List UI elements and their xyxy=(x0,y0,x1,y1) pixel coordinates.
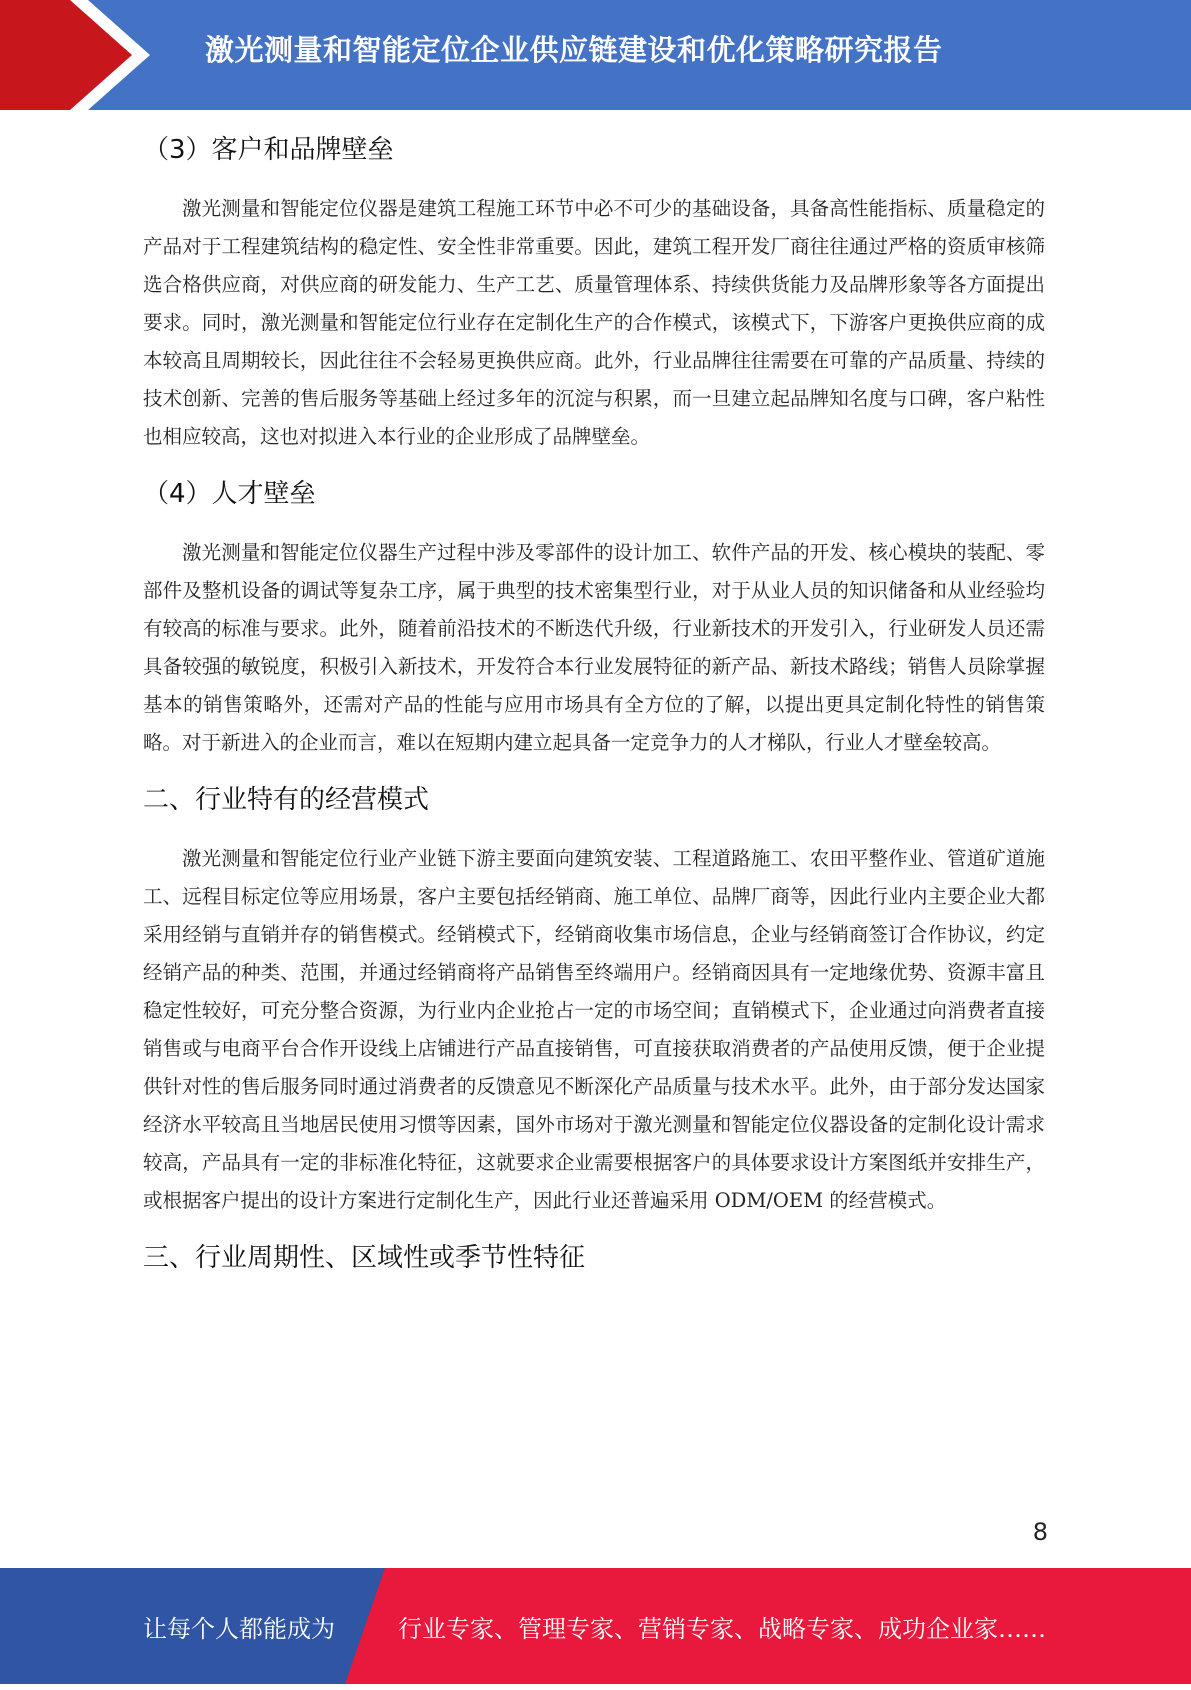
page-number: 8 xyxy=(1032,1518,1048,1546)
report-title: 激光测量和智能定位企业供应链建设和优化策略研究报告 xyxy=(205,33,943,67)
page-content xyxy=(143,128,1045,1280)
heading-customer-brand-barrier: （3）客户和品牌壁垒 xyxy=(143,135,394,165)
paragraph-business-model: 激光测量和智能定位行业产业链下游主要面向建筑安装、工程道路施工、农田平整作业、管道矿道施工、远程目标定位等应用场景，客户主要包括经销商、施工单位、品牌厂商等，因此行业内主要企业大都采用经销与直销并存的销售模式。经销模式下，经销商收集市场信息，企业与经销商签订合作协议，约定经销产品的种类、范围，并通过经销商将产品销售至终端用户。经销商因具有一定地缘优势、资源丰富且稳定性较好，可充分整合资源，为行业内企业抢占一定的市场空间；直销模式下，企业通过向消费者直接销售或与电商平台合作开设线上店铺进行产品直接销售，可直接获取消费者的产品使用反馈，便于企业提供针对性的售后服务同时通过消费者的反馈意见不断深化产品质量与技术水平。此外，由于部分发达国家经济水平较高且当地居民使用习惯等因素，国外市场对于激光测量和智能定位仪器设备的定制化设计需求较高，产品具有一定的非标准化特征，这就要求企业需要根据客户的具体要求设计方案图纸并安排生产，或根据客户提出的设计方案进行定制化生产，因此行业还普遍采用 ODM/OEM 的经营模式。 xyxy=(143,847,1045,1212)
heading-business-model: 二、行业特有的经营模式 xyxy=(143,785,430,815)
footer-slogan-right: 行业专家、管理专家、营销专家、战略专家、成功企业家…… xyxy=(398,1615,1046,1643)
heading-talent-barrier: （4）人才壁垒 xyxy=(143,479,316,509)
footer-slogan-left: 让每个人都能成为 xyxy=(143,1615,335,1643)
paragraph-customer-brand-barrier: 激光测量和智能定位仪器是建筑工程施工环节中必不可少的基础设备，具备高性能指标、质量稳定的产品对于工程建筑结构的稳定性、安全性非常重要。因此，建筑工程开发厂商往往通过严格的资质审核筛选合格供应商，对供应商的研发能力、生产工艺、质量管理体系、持续供货能力及品牌形象等各方面提出要求。同时，激光测量和智能定位行业存在定制化生产的合作模式，该模式下，下游客户更换供应商的成本较高且周期较长，因此往往不会轻易更换供应商。此外，行业品牌往往需要在可靠的产品质量、持续的技术创新、完善的售后服务等基础上经过多年的沉淀与积累，而一旦建立起品牌知名度与口碑，客户粘性也相应较高，这也对拟进入本行业的企业形成了品牌壁垒。 xyxy=(143,197,1045,448)
header-band xyxy=(0,0,1191,110)
red-chevron-icon xyxy=(0,0,160,110)
paragraph-talent-barrier: 激光测量和智能定位仪器生产过程中涉及零部件的设计加工、软件产品的开发、核心模块的装配、零部件及整机设备的调试等复杂工序，属于典型的技术密集型行业，对于从业人员的知识储备和从业经验均有较高的标准与要求。此外，随着前沿技术的不断迭代升级，行业新技术的开发引入，行业研发人员还需具备较强的敏锐度，积极引入新技术，开发符合本行业发展特征的新产品、新技术路线；销售人员除掌握基本的销售策略外，还需对产品的性能与应用市场具有全方位的了解，以提出更具定制化特性的销售策略。对于新进入的企业而言，难以在短期内建立起具备一定竞争力的人才梯队，行业人才壁垒较高。 xyxy=(143,541,1045,754)
footer-band xyxy=(0,1568,1191,1684)
heading-cyclicality: 三、行业周期性、区域性或季节性特征 xyxy=(143,1243,586,1273)
